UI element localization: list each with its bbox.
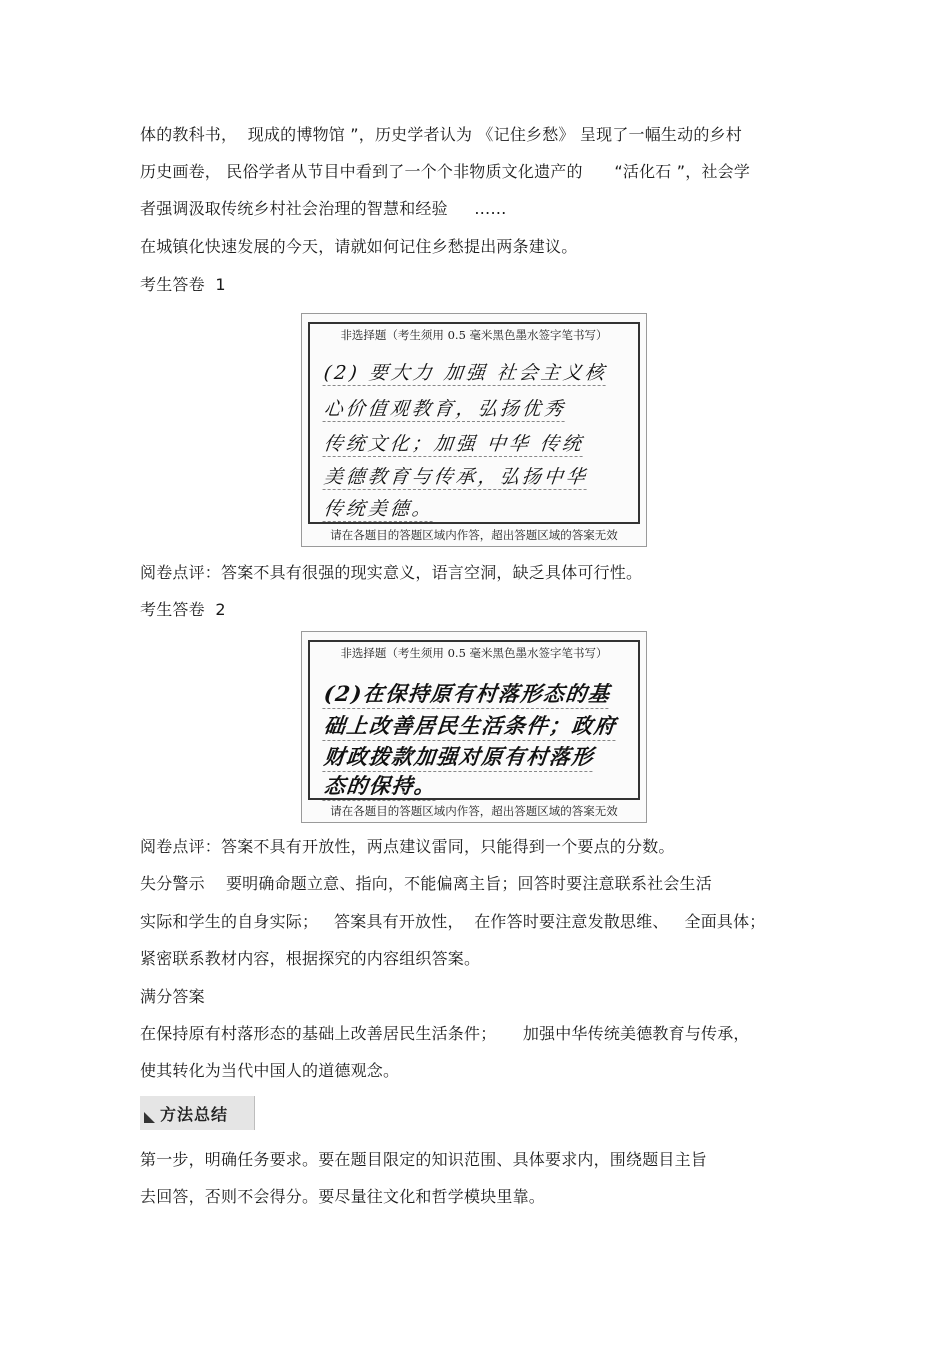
handwriting-line: 传统文化；加强 中华 传统 bbox=[323, 429, 586, 457]
answer1-comment: 阅卷点评：答案不具有很强的现实意义，语言空洞，缺乏具体可行性。 bbox=[140, 563, 643, 582]
handwriting-line: (2) 要大力 加强 社会主义核 bbox=[323, 358, 609, 386]
warning-line: 失分警示 要明确命题立意、指向，不能偏离主旨；回答时要注意联系社会生活 bbox=[140, 874, 712, 893]
sheet-header: 非选择题（考生须用 0.5 毫米黑色墨水签字笔书写） bbox=[340, 646, 608, 660]
answer2-label: 考生答卷 2 bbox=[140, 600, 226, 619]
handwriting-line: 心价值观教育，弘扬优秀 bbox=[323, 394, 568, 422]
full-marks-line: 使其转化为当代中国人的道德观念。 bbox=[140, 1061, 400, 1080]
handwriting-line: (2)在保持原有村落形态的基 bbox=[322, 678, 612, 709]
warning-line: 紧密联系教材内容，根据探究的内容组织答案。 bbox=[140, 949, 481, 968]
handwriting-line: 态的保持。 bbox=[322, 770, 438, 801]
handwriting-line: 础上改善居民生活条件；政府 bbox=[322, 710, 618, 741]
sheet-footer: 请在各题目的答题区域内作答，超出答题区域的答案无效 bbox=[330, 528, 618, 542]
answer1-label: 考生答卷 1 bbox=[140, 275, 226, 294]
method-summary-banner bbox=[140, 1096, 255, 1130]
question-line: 在城镇化快速发展的今天，请就如何记住乡愁提出两条建议。 bbox=[140, 237, 578, 256]
full-marks-title: 满分答案 bbox=[140, 987, 205, 1006]
handwriting-line: 财政拨款加强对原有村落形 bbox=[322, 741, 595, 772]
answer-sheet-frame bbox=[308, 322, 640, 524]
paragraph-line: 历史画卷， 民俗学者从节目中看到了一个个非物质文化遗产的 “活化石 ”，社会学 bbox=[140, 162, 751, 181]
triangle-marker-icon bbox=[144, 1112, 155, 1123]
warning-line: 实际和学生的自身实际； 答案具有开放性， 在作答时要注意发散思维、 全面具体； bbox=[140, 912, 766, 931]
answer-sheet-2 bbox=[301, 631, 647, 823]
handwriting-line: 传统美德。 bbox=[323, 494, 436, 522]
sheet-footer: 请在各题目的答题区域内作答，超出答题区域的答案无效 bbox=[330, 804, 618, 818]
method-line: 去回答，否则不会得分。要尽量往文化和哲学模块里靠。 bbox=[140, 1187, 546, 1206]
paragraph-line: 者强调汲取传统乡村社会治理的智慧和经验 …… bbox=[140, 199, 507, 218]
answer-sheet-frame bbox=[308, 640, 640, 800]
handwriting-line: 美德教育与传承，弘扬中华 bbox=[323, 462, 590, 490]
answer2-comment: 阅卷点评：答案不具有开放性，两点建议雷同，只能得到一个要点的分数。 bbox=[140, 837, 675, 856]
paragraph-line: 体的教科书， 现成的博物馆 ”，历史学者认为 《记住乡愁》 呈现了一幅生动的乡村 bbox=[140, 125, 742, 144]
full-marks-line: 在保持原有村落形态的基础上改善居民生活条件； 加强中华传统美德教育与传承， bbox=[140, 1024, 750, 1043]
sheet-header: 非选择题（考生须用 0.5 毫米黑色墨水签字笔书写） bbox=[340, 328, 608, 342]
method-summary-title: 方法总结 bbox=[160, 1105, 229, 1124]
method-line: 第一步，明确任务要求。要在题目限定的知识范围、具体要求内，围绕题目主旨 bbox=[140, 1150, 708, 1169]
answer-sheet-1 bbox=[301, 313, 647, 547]
